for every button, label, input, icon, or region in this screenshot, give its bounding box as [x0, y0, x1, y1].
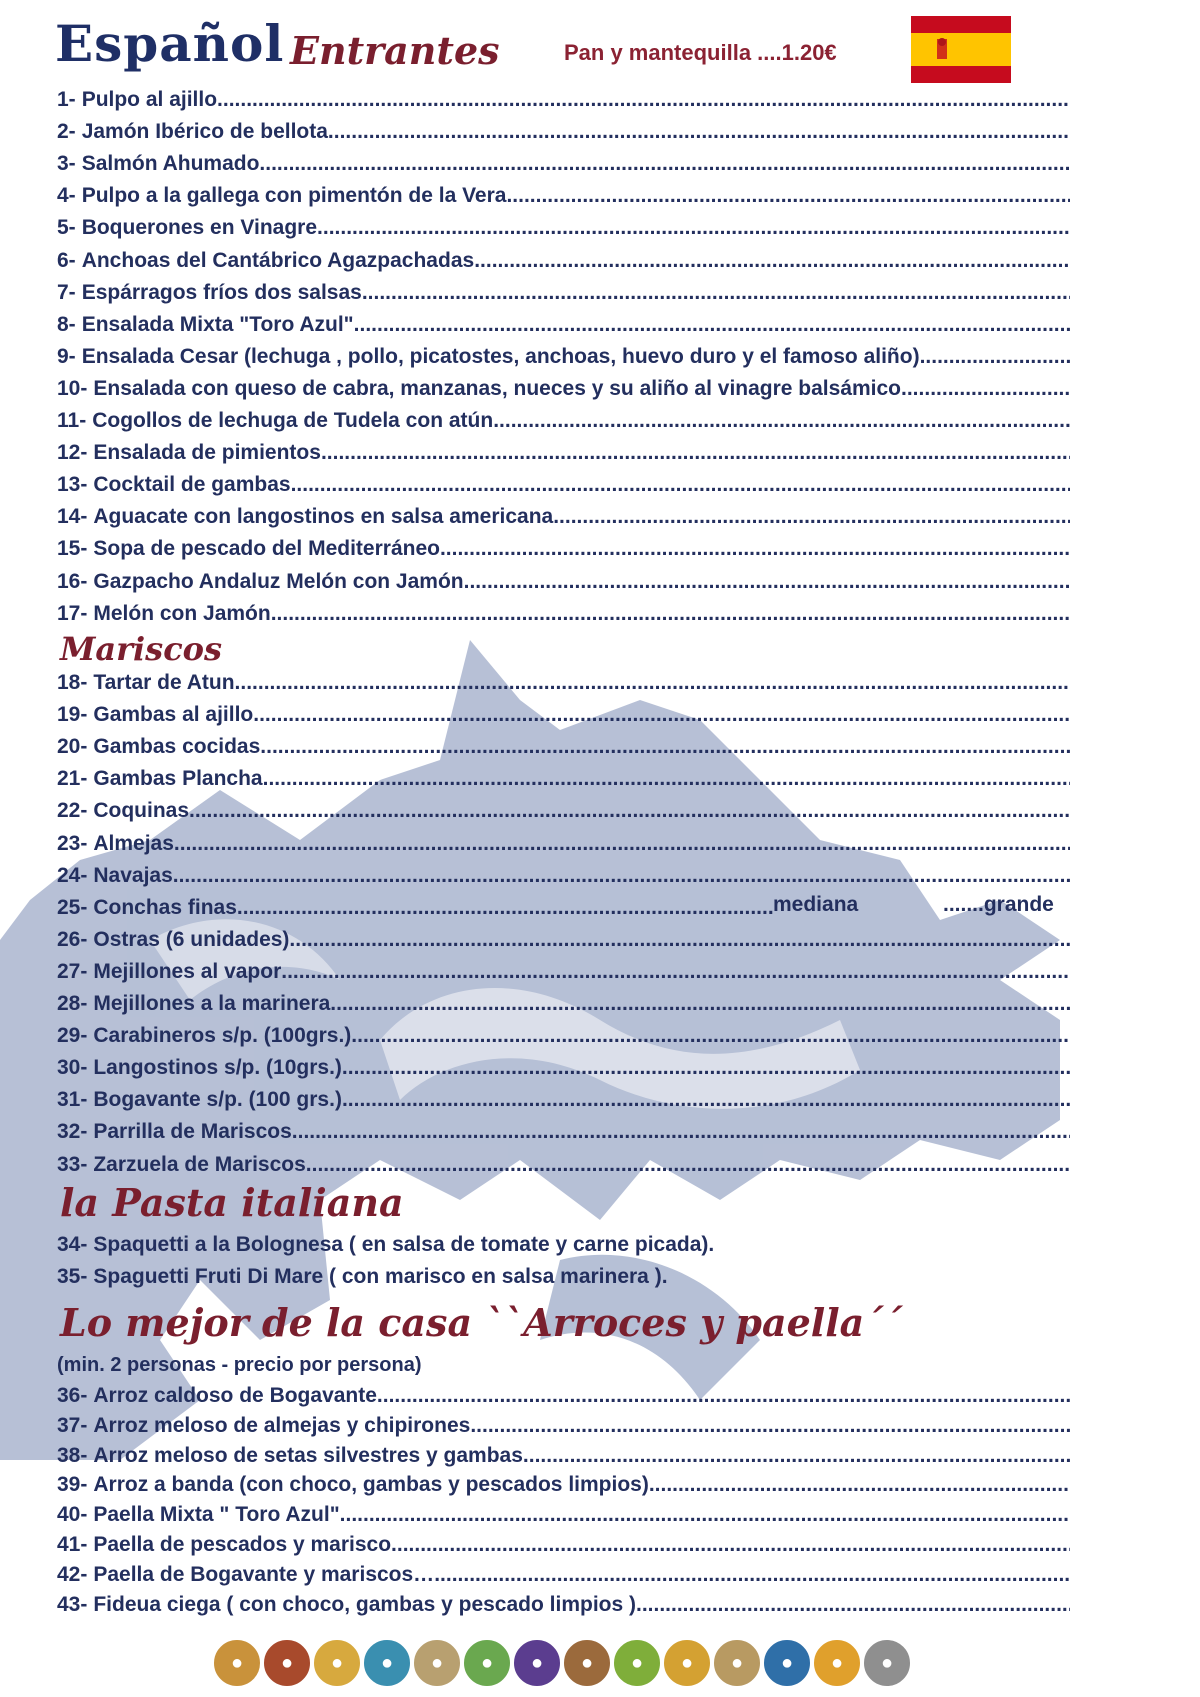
language-title: Español [55, 14, 285, 73]
sesame-icon: ● [714, 1640, 760, 1686]
dot-leader [317, 216, 1070, 240]
dot-leader [901, 377, 1070, 401]
menu-item-number: 33- [57, 1152, 88, 1176]
menu-item [57, 960, 1070, 984]
dot-leader [493, 409, 1070, 433]
menu-item-number: 7- [57, 280, 76, 304]
menu-item [57, 1024, 1070, 1048]
section-title-pasta: la Pasta italiana [60, 1180, 404, 1225]
menu-item-number: 9- [57, 344, 76, 368]
menu-item [57, 88, 1070, 112]
fish-icon: ● [364, 1640, 410, 1686]
dot-leader [260, 735, 1070, 759]
dot-leader [553, 505, 1070, 529]
dot-leader [362, 281, 1070, 305]
menu-item [57, 249, 1070, 273]
dot-leader [253, 703, 1070, 727]
menu-item [57, 1088, 1070, 1112]
menu-item [57, 377, 1070, 401]
menu-item-name: Mejillones al vapor [93, 959, 282, 983]
menu-item-name: Aguacate con langostinos en salsa americana [93, 505, 554, 529]
menu-item [57, 703, 1070, 727]
menu-item [57, 767, 1070, 791]
menu-item-number: 19- [57, 703, 88, 727]
nuts-icon: ● [564, 1640, 610, 1686]
dot-leader [292, 1120, 1070, 1144]
dot-leader [328, 120, 1070, 144]
menu-item-name: Arroz a banda (con choco, gambas y pescados limpios) [93, 1473, 649, 1497]
dot-leader [342, 1056, 1070, 1080]
menu-item-number: 42- [57, 1562, 88, 1586]
menu-item-name: Paella de pescados y marisco [93, 1533, 392, 1556]
menu-item-number: 14- [57, 505, 88, 529]
menu-item [57, 313, 1070, 337]
menu-item-number: 21- [57, 767, 88, 791]
menu-item-name: Navajas [93, 863, 173, 887]
arroces-note: (min. 2 personas - precio por persona) [57, 1354, 422, 1376]
menu-item-name: Paella de Bogavante y mariscos… [93, 1562, 435, 1586]
dot-leader [649, 1473, 1070, 1497]
menu-item-name: Carabineros s/p. (100grs.) [93, 1024, 352, 1048]
lupin-icon: ● [814, 1640, 860, 1686]
menu-item-name: Sopa de pescado del Mediterráneo [93, 537, 440, 561]
menu-item-name: Cocktail de gambas [93, 473, 291, 497]
peanut-icon: ● [414, 1640, 460, 1686]
menu-item-name: Spaguetti Fruti Di Mare ( con marisco en salsa marinera ). [93, 1265, 668, 1288]
menu-item-name: Jamón Ibérico de bellota [81, 120, 328, 144]
dot-leader [470, 1414, 1070, 1438]
section-title-mariscos: Mariscos [60, 630, 223, 668]
dot-leader [321, 441, 1070, 465]
menu-item [57, 345, 1070, 369]
dot-leader [235, 671, 1070, 695]
menu-item [57, 896, 773, 920]
dot-leader [330, 992, 1070, 1016]
menu-item-number: 27- [57, 959, 88, 983]
menu-item-number: 23- [57, 831, 88, 855]
menu-item-name: Anchoas del Cantábrico Agazpachadas [81, 248, 475, 272]
menu-item-name: Espárragos fríos dos salsas [81, 280, 362, 304]
menu-item [57, 216, 1070, 240]
menu-item-number: 4- [57, 184, 76, 208]
menu-item-name: Tartar de Atun [93, 671, 235, 694]
menu-item-name: Parrilla de Mariscos [93, 1120, 292, 1144]
menu-item-number: 6- [57, 248, 76, 272]
dot-leader [291, 473, 1070, 497]
menu-item-name: Ostras (6 unidades) [93, 927, 290, 951]
dot-leader [173, 864, 1070, 888]
dot-leader [189, 799, 1070, 823]
dot-leader [523, 1444, 1070, 1468]
dot-leader [354, 313, 1070, 337]
menu-item [57, 1563, 1070, 1587]
menu-item [57, 1120, 1070, 1144]
menu-item [57, 671, 1070, 695]
menu-item-name: Gambas al ajillo [93, 703, 254, 727]
menu-item-number: 39- [57, 1473, 88, 1497]
menu-item [57, 864, 1070, 888]
menu-item [57, 570, 1070, 594]
menu-item [57, 537, 1070, 561]
wheat-icon: ● [214, 1640, 260, 1686]
dot-leader [636, 1593, 1070, 1617]
dot-leader [391, 1533, 1070, 1557]
menu-item-name: Arroz meloso de almejas y chipirones [93, 1413, 471, 1437]
menu-item-name: Salmón Ahumado [81, 152, 260, 176]
menu-item-number: 24- [57, 863, 88, 887]
menu-item-name: Conchas finas [93, 895, 237, 919]
menu-item [57, 1414, 1070, 1438]
menu-item [57, 1056, 1070, 1080]
menu-item-name: Bogavante s/p. (100 grs.) [93, 1088, 342, 1112]
dot-leader [306, 1153, 1070, 1177]
dot-leader [340, 1503, 1070, 1527]
menu-item-name: Fideua ciega ( con choco, gambas y pescado limpios ) [93, 1592, 636, 1616]
menu-item [57, 928, 1070, 952]
menu-item-number: 35- [57, 1265, 88, 1288]
menu-item [57, 184, 1070, 208]
menu-item-number: 26- [57, 927, 88, 951]
menu-item-number: 32- [57, 1120, 88, 1144]
menu-item-number: 40- [57, 1503, 88, 1527]
dot-leader [271, 602, 1070, 626]
egg-icon: ● [314, 1640, 360, 1686]
menu-item-number: 8- [57, 312, 76, 336]
dot-leader [217, 88, 1070, 112]
menu-item-number: 37- [57, 1413, 88, 1437]
menu-item [57, 602, 1070, 626]
menu-item-number: 25- [57, 895, 88, 919]
menu-item-name: Boquerones en Vinagre [81, 216, 318, 240]
menu-item [57, 409, 1070, 433]
menu-item-number: 1- [57, 88, 76, 111]
dot-leader [377, 1384, 1070, 1408]
menu-item-number: 30- [57, 1056, 88, 1080]
dot-leader [259, 152, 1070, 176]
menu-item [57, 799, 1070, 823]
sulphite-icon: ● [764, 1640, 810, 1686]
menu-item-name: Pulpo al ajillo [81, 88, 218, 111]
menu-item [57, 441, 1070, 465]
menu-item [57, 505, 1070, 529]
section-title-entrantes: Entrantes [290, 28, 500, 73]
menu-item-name: Pulpo a la gallega con pimentón de la Vera [81, 184, 507, 208]
menu-item [57, 152, 1070, 176]
menu-item [57, 1444, 1070, 1468]
menu-item-number: 2- [57, 120, 76, 144]
menu-item-number: 41- [57, 1533, 88, 1556]
menu-item-name: Mejillones a la marinera [93, 992, 331, 1015]
menu-item [57, 120, 1070, 144]
menu-item-name: Arroz caldoso de Bogavante [93, 1384, 377, 1407]
menu-item-number: 11- [57, 409, 87, 432]
dot-leader [289, 928, 1070, 952]
crustacean-icon: ● [264, 1640, 310, 1686]
menu-item [57, 1384, 1070, 1408]
celery-icon: ● [614, 1640, 660, 1686]
menu-item-number: 15- [57, 537, 88, 561]
menu-item-name: Spaquetti a la Bolognesa ( en salsa de tomate y carne picada). [93, 1233, 715, 1256]
menu-item-number: 18- [57, 671, 88, 694]
menu-item-name: Zarzuela de Mariscos [93, 1152, 306, 1176]
menu-item-name: Ensalada Mixta "Toro Azul" [81, 312, 354, 336]
menu-item-name: Ensalada Cesar (lechuga , pollo, picatostes, anchoas, huevo duro y el famoso aliño) [81, 344, 920, 368]
mollusc-icon: ● [864, 1640, 910, 1686]
dot-leader [237, 896, 773, 920]
dot-leader [263, 767, 1070, 791]
allergen-legend [214, 1640, 910, 1686]
menu-item-name: Melón con Jamón [93, 601, 271, 625]
menu-item [57, 1503, 1070, 1527]
milk-icon: ● [514, 1640, 560, 1686]
menu-item [57, 735, 1070, 759]
menu-item-number: 17- [57, 601, 88, 625]
dot-leader [351, 1024, 1070, 1048]
menu-item-name: Coquinas [93, 799, 190, 823]
size-large-label: .......grande [943, 893, 1054, 916]
dot-leader [281, 960, 1070, 984]
menu-item [57, 1265, 1070, 1289]
menu-item [57, 1233, 1070, 1257]
menu-item-number: 22- [57, 799, 88, 823]
size-medium-label: mediana [773, 893, 859, 916]
menu-item-number: 29- [57, 1024, 88, 1048]
dot-leader [434, 1563, 1070, 1587]
menu-item [57, 832, 1070, 856]
dot-leader [174, 832, 1070, 856]
menu-item [57, 992, 1070, 1016]
dot-leader [506, 184, 1070, 208]
dot-leader [920, 345, 1070, 369]
menu-item [57, 281, 1070, 305]
menu-item-name: Cogollos de lechuga de Tudela con atún [92, 409, 494, 432]
menu-item-name: Ensalada con queso de cabra, manzanas, nueces y su aliño al vinagre balsámico [93, 376, 902, 400]
menu-item-number: 20- [57, 735, 88, 759]
section-title-arroces: Lo mejor de la casa ``Arroces y paella´´ [60, 1300, 903, 1345]
menu-item-name: Gazpacho Andaluz Melón con Jamón [93, 569, 464, 593]
menu-item-name: Gambas cocidas [93, 735, 261, 759]
bread-price: Pan y mantequilla ....1.20€ [564, 40, 837, 65]
menu-item [57, 1473, 1070, 1497]
menu-item-name: Arroz meloso de setas silvestres y gambas [93, 1443, 523, 1467]
menu-item-number: 38- [57, 1443, 88, 1467]
dot-leader [464, 570, 1070, 594]
menu-item-number: 34- [57, 1233, 88, 1256]
spain-flag-icon [911, 16, 1011, 83]
dot-leader [342, 1088, 1070, 1112]
menu-item-number: 10- [57, 376, 88, 400]
menu-item-name: Ensalada de pimientos [93, 441, 321, 465]
menu-item-number: 31- [57, 1088, 88, 1112]
menu-item-number: 5- [57, 216, 76, 240]
menu-item-number: 43- [57, 1592, 88, 1616]
menu-item-name: Langostinos s/p. (10grs.) [93, 1056, 342, 1080]
menu-item-number: 12- [57, 441, 88, 465]
menu-item-number: 28- [57, 992, 88, 1015]
dot-leader [474, 249, 1070, 273]
menu-item [57, 1593, 1070, 1617]
soy-icon: ● [464, 1640, 510, 1686]
menu-item-name: Almejas [93, 831, 174, 855]
menu-item-name: Gambas Plancha [93, 767, 263, 791]
mustard-icon: ● [664, 1640, 710, 1686]
menu-item [57, 473, 1070, 497]
menu-item [57, 1153, 1070, 1177]
menu-item [57, 1533, 1070, 1557]
menu-item-number: 36- [57, 1384, 88, 1407]
menu-item-number: 16- [57, 569, 88, 593]
menu-item-name: Paella Mixta " Toro Azul" [93, 1503, 340, 1527]
menu-item-number: 13- [57, 473, 88, 497]
dot-leader [440, 537, 1070, 561]
menu-item-number: 3- [57, 152, 76, 176]
